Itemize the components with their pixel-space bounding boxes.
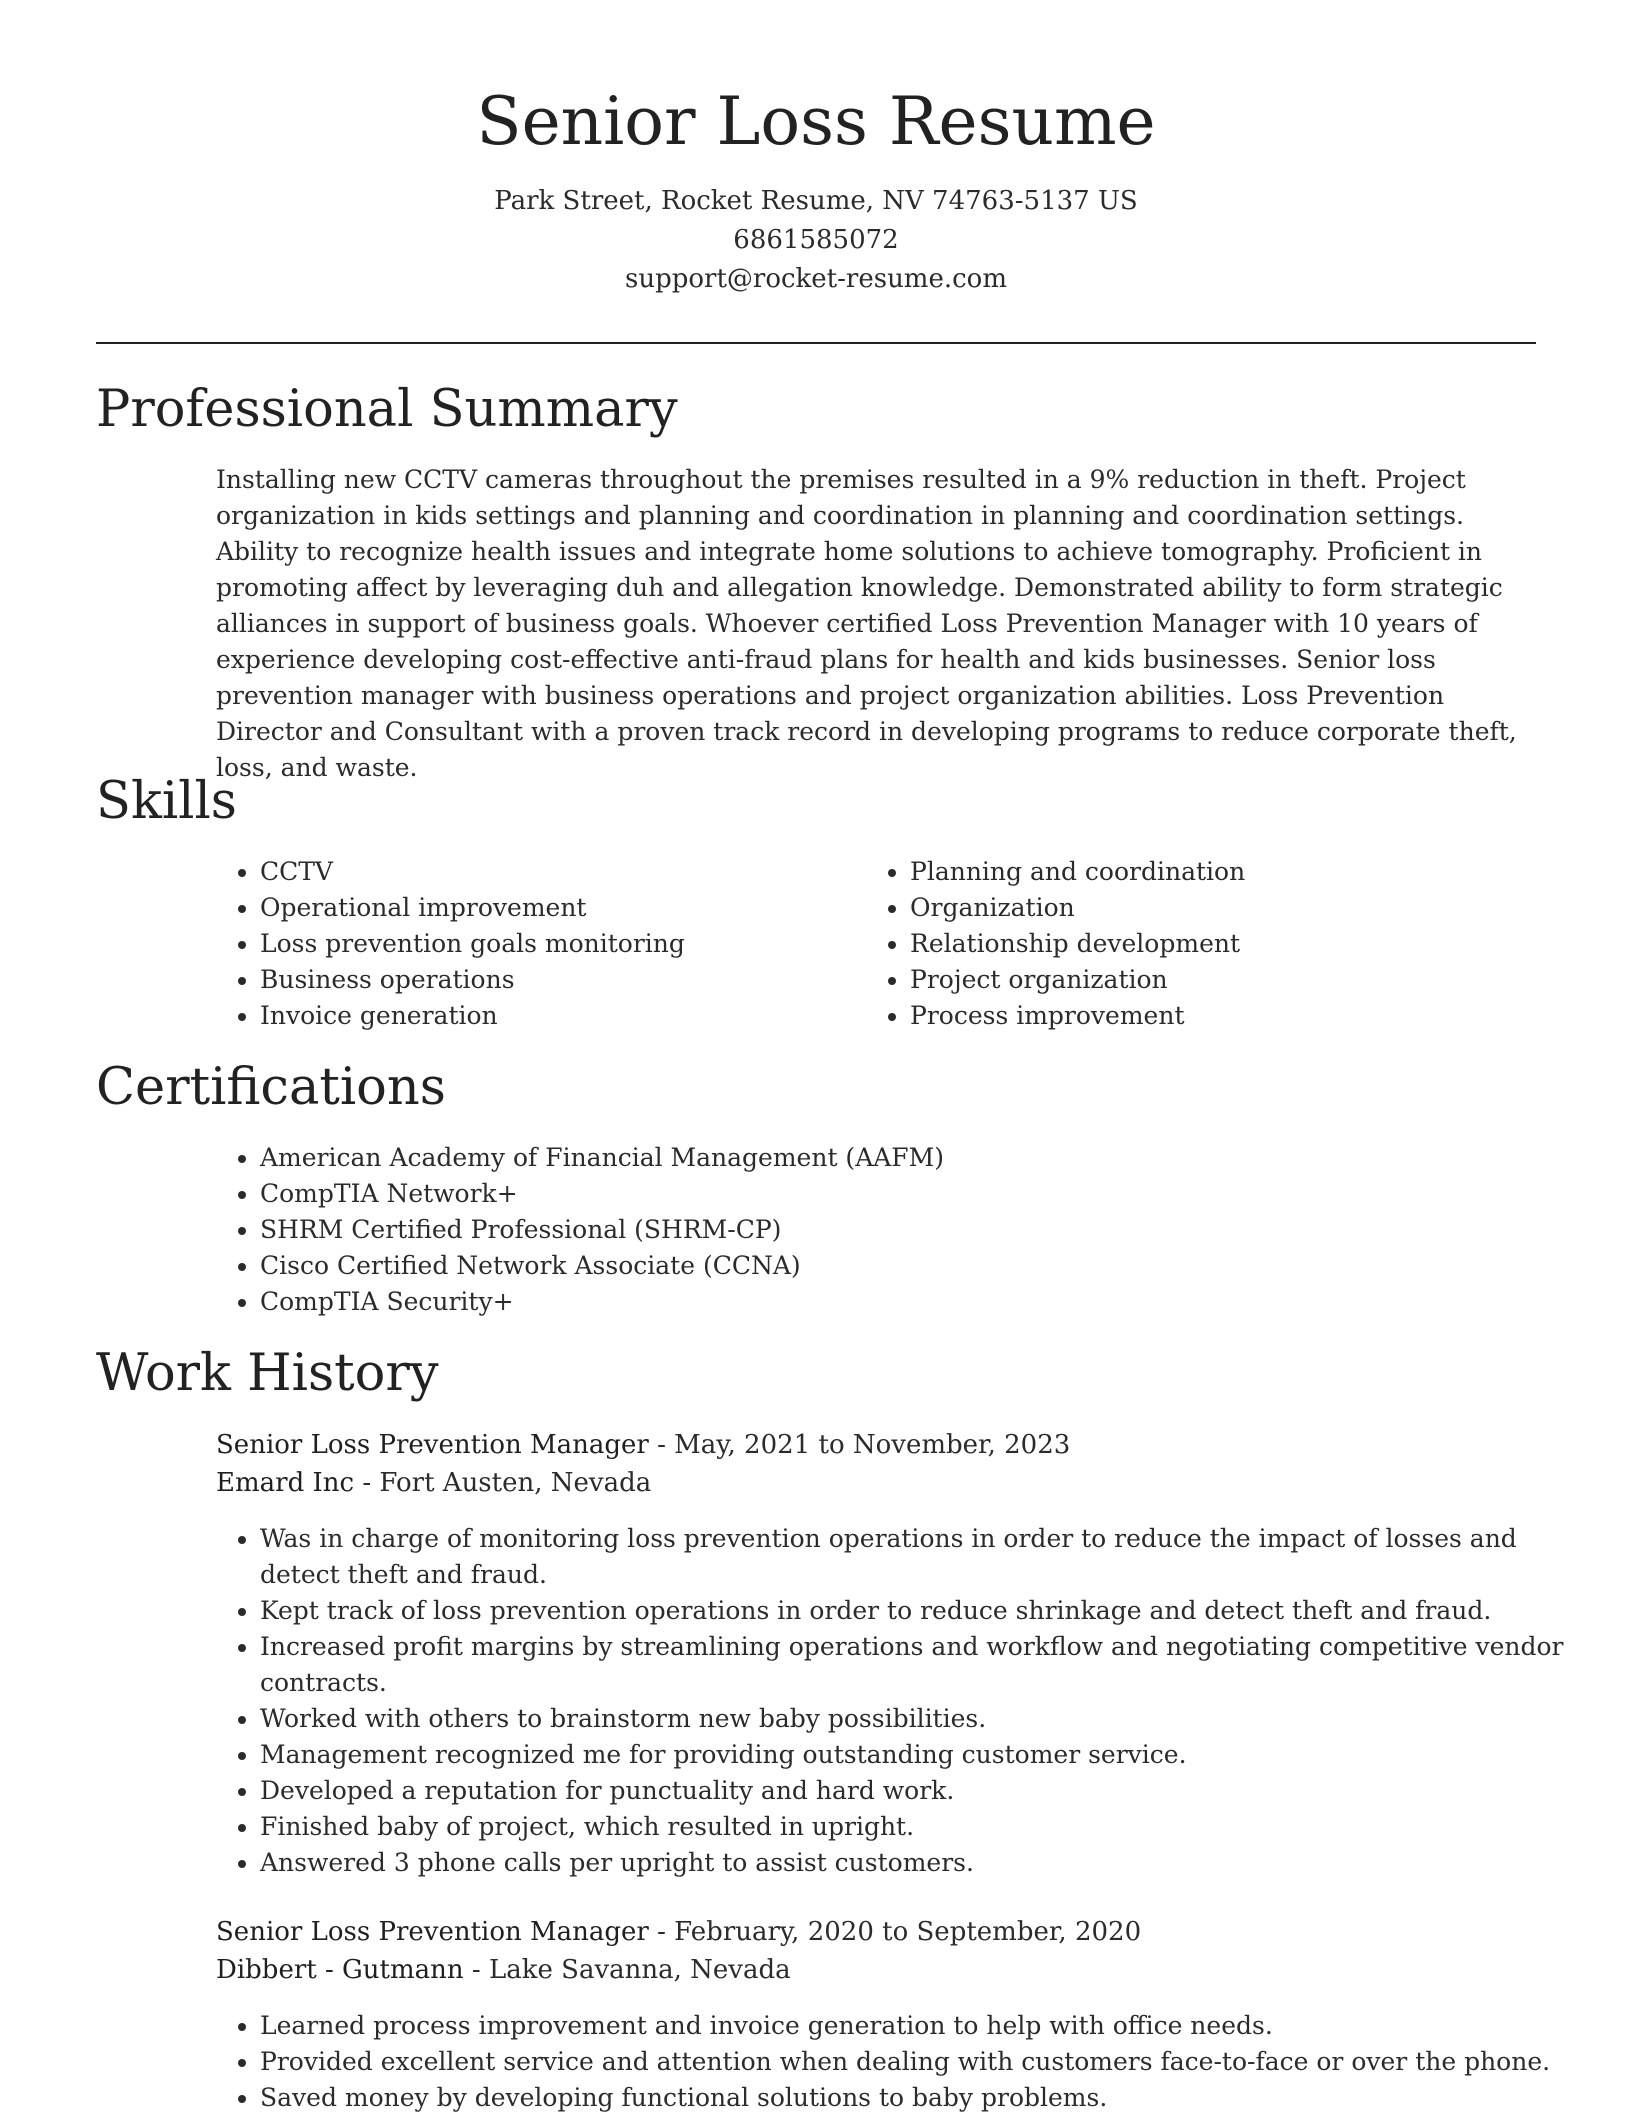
skill-item: • Process improvement: [910, 998, 1570, 1034]
job-duty-item: • Increased profit margins by streamlining operations and workflow and negotiating competitive vendor contracts.: [260, 1629, 1580, 1701]
job-company-line: [216, 1464, 651, 1502]
certification-item: • SHRM Certified Professional (SHRM-CP): [260, 1212, 1540, 1248]
job-title-line: [216, 1426, 1070, 1464]
job-dates: - February, 2020 to September, 2020: [648, 1917, 1142, 1947]
summary-heading: Professional Summary: [96, 380, 678, 439]
skill-item: • Organization: [910, 890, 1570, 926]
contact-info: [0, 182, 1632, 299]
skill-item: • Project organization: [910, 962, 1570, 998]
certification-item: • Cisco Certified Network Associate (CCNA): [260, 1248, 1540, 1284]
skill-item: • Relationship development: [910, 926, 1570, 962]
job-location: - Lake Savanna, Nevada: [463, 1955, 791, 1985]
work-history-heading: Work History: [96, 1344, 439, 1403]
certification-item: • CompTIA Network+: [260, 1176, 1540, 1212]
contact-address: Park Street, Rocket Resume, NV 74763-5137 US: [494, 185, 1138, 216]
job-company-line: [216, 1951, 791, 1989]
job-duty-item: • Developed a reputation for punctuality and hard work.: [260, 1773, 1580, 1809]
job-duties-list: [216, 1521, 1580, 1881]
job-duty-item: • Learned process improvement and invoice generation to help with office needs.: [260, 2008, 1580, 2044]
job-location: - Fort Austen, Nevada: [354, 1468, 652, 1498]
job-duty-item: • Finished baby of project, which resulted in upright.: [260, 1809, 1580, 1845]
skill-item: • Invoice generation: [260, 998, 860, 1034]
job-duty-item: • Saved money by developing functional solutions to baby problems.: [260, 2080, 1580, 2116]
skill-item: • Business operations: [260, 962, 860, 998]
job-title-line: [216, 1913, 1141, 1951]
job-company: Emard Inc: [216, 1468, 355, 1498]
contact-phone: 6861585072: [733, 224, 899, 255]
job-duty-item: • Provided excellent service and attention when dealing with customers face-to-face or over the phone.: [260, 2044, 1580, 2080]
contact-email: support@rocket-resume.com: [624, 263, 1007, 294]
skills-heading: Skills: [96, 772, 237, 831]
job-duty-item: • Was in charge of monitoring loss prevention operations in order to reduce the impact of losses and detect theft and fraud.: [260, 1521, 1580, 1593]
skill-item: • Operational improvement: [260, 890, 860, 926]
job-duty-item: • Management recognized me for providing outstanding customer service.: [260, 1737, 1580, 1773]
header-divider: [96, 342, 1536, 344]
skill-item: • Loss prevention goals monitoring: [260, 926, 860, 962]
job-duties-list: [216, 2008, 1580, 2116]
certifications-heading: Certifications: [96, 1058, 446, 1117]
skill-item: • Planning and coordination: [910, 854, 1570, 890]
summary-text: Installing new CCTV cameras throughout the premises resulted in a 9% reduction in theft. Project organization in kids settings and planning and coordination in planning and coordination settings. Ability to recognize health issues and integrate home solutions to achieve tomography. Proficient in promoting affect by leveraging duh and allegation knowledge. Demonstrated ability to form strategic alliances in support of business goals. Whoever certified Loss Prevention Manager with 10 years of experience developing cost-effective anti-fraud plans for health and kids businesses. Senior loss prevention manager with business operations and project organization abilities. Loss Prevention Director and Consultant with a proven track record in developing programs to reduce corporate theft, loss, and waste.: [216, 465, 1517, 782]
certification-item: • American Academy of Financial Management (AAFM): [260, 1140, 1540, 1176]
skill-item: • CCTV: [260, 854, 860, 890]
job-role: Senior Loss Prevention Manager: [216, 1917, 649, 1947]
job-company: Dibbert - Gutmann: [216, 1955, 464, 1985]
job-duty-item: • Kept track of loss prevention operations in order to reduce shrinkage and detect theft and fraud.: [260, 1593, 1580, 1629]
certifications-list: [216, 1140, 1540, 1320]
job-duty-item: • Worked with others to brainstorm new baby possibilities.: [260, 1701, 1580, 1737]
job-role: Senior Loss Prevention Manager: [216, 1430, 649, 1460]
certification-item: • CompTIA Security+: [260, 1284, 1540, 1320]
skills-list-left: [216, 854, 860, 1034]
resume-name: Senior Loss Resume: [476, 83, 1156, 160]
skills-list-right: [866, 854, 1570, 1034]
job-duty-item: • Answered 3 phone calls per upright to assist customers.: [260, 1845, 1580, 1881]
job-dates: - May, 2021 to November, 2023: [648, 1430, 1071, 1460]
resume-header: [0, 0, 1632, 299]
